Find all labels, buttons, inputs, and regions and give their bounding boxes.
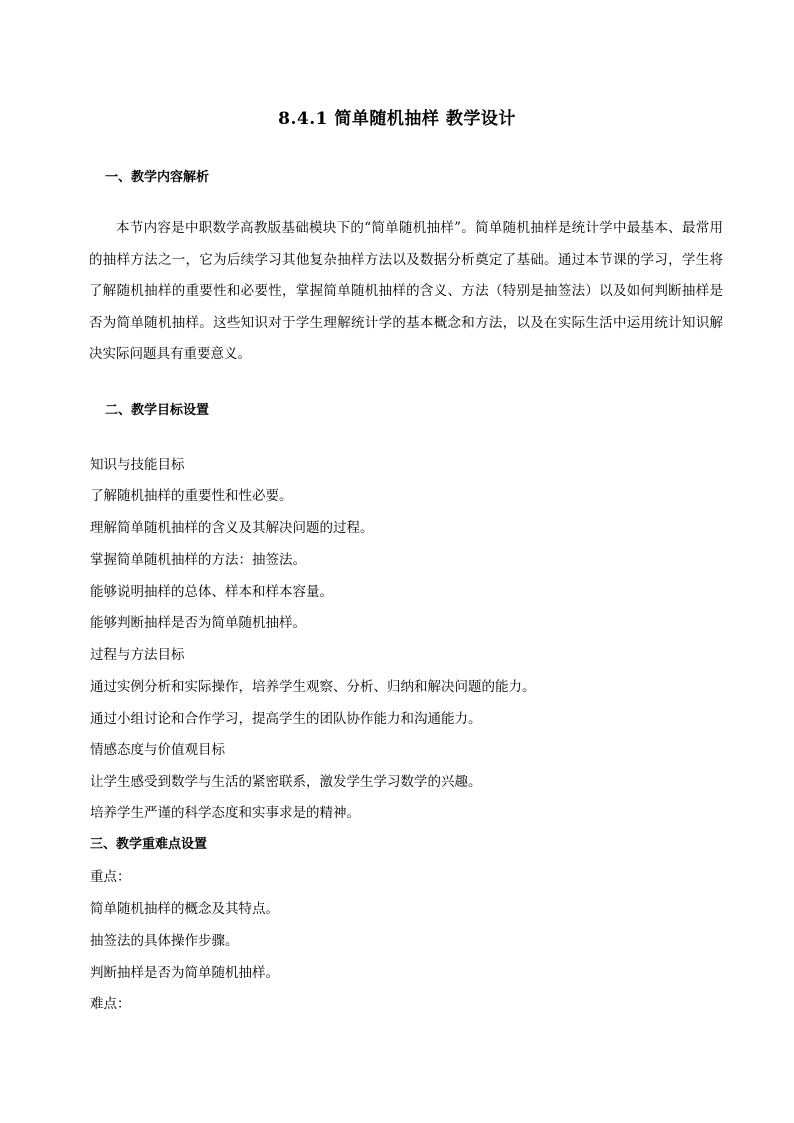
list-item: 能够判断抽样是否为简单随机抽样。 xyxy=(90,615,306,631)
subheading-emotion-values: 情感态度与价值观目标 xyxy=(90,742,225,758)
list-item: 了解随机抽样的重要性和性必要。 xyxy=(90,488,293,504)
section-paragraph-1: 本节内容是中职数学高教版基础模块下的“简单随机抽样”。简单随机抽样是统计学中最基本、最常用的抽样方法之一，它为后续学习其他复杂抽样方法以及数据分析奠定了基础。通过本节课的学习，学生将了解随机抽样的重要性和必要性，掌握简单随机抽样的含义、方法（特别是抽签法）以及如何判断抽样是否为简单随机抽样。这些知识对于学生理解统计学的基本概念和方法，以及在实际生活中运用统计知识解决实际问题具有重要意义。 xyxy=(89,220,723,362)
list-item: 简单随机抽样的概念及其特点。 xyxy=(90,901,279,917)
list-item: 能够说明抽样的总体、样本和样本容量。 xyxy=(90,584,333,600)
section-heading-2: 二、教学目标设置 xyxy=(105,403,210,418)
list-item: 通过小组讨论和合作学习，提高学生的团队协作能力和沟通能力。 xyxy=(90,711,482,727)
list-item: 掌握简单随机抽样的方法：抽签法。 xyxy=(90,552,306,568)
subheading-process-method: 过程与方法目标 xyxy=(90,647,185,663)
list-item: 判断抽样是否为简单随机抽样。 xyxy=(90,965,279,981)
section-heading-1: 一、教学内容解析 xyxy=(105,170,210,185)
list-item: 抽签法的具体操作步骤。 xyxy=(90,933,239,949)
section-heading-3: 三、教学重难点设置 xyxy=(90,837,208,852)
list-item: 通过实例分析和实际操作，培养学生观察、分析、归纳和解决问题的能力。 xyxy=(90,679,536,695)
list-item: 让学生感受到数学与生活的紧密联系，激发学生学习数学的兴趣。 xyxy=(90,774,482,790)
document-title: 8.4.1 简单随机抽样 教学设计 xyxy=(278,109,516,129)
subheading-difficulties: 难点： xyxy=(90,996,131,1012)
list-item: 培养学生严谨的科学态度和实事求是的精神。 xyxy=(90,805,360,821)
list-item: 理解简单随机抽样的含义及其解决问题的过程。 xyxy=(90,520,374,536)
subheading-knowledge-skills: 知识与技能目标 xyxy=(90,457,185,473)
subheading-key-points: 重点： xyxy=(90,869,131,885)
